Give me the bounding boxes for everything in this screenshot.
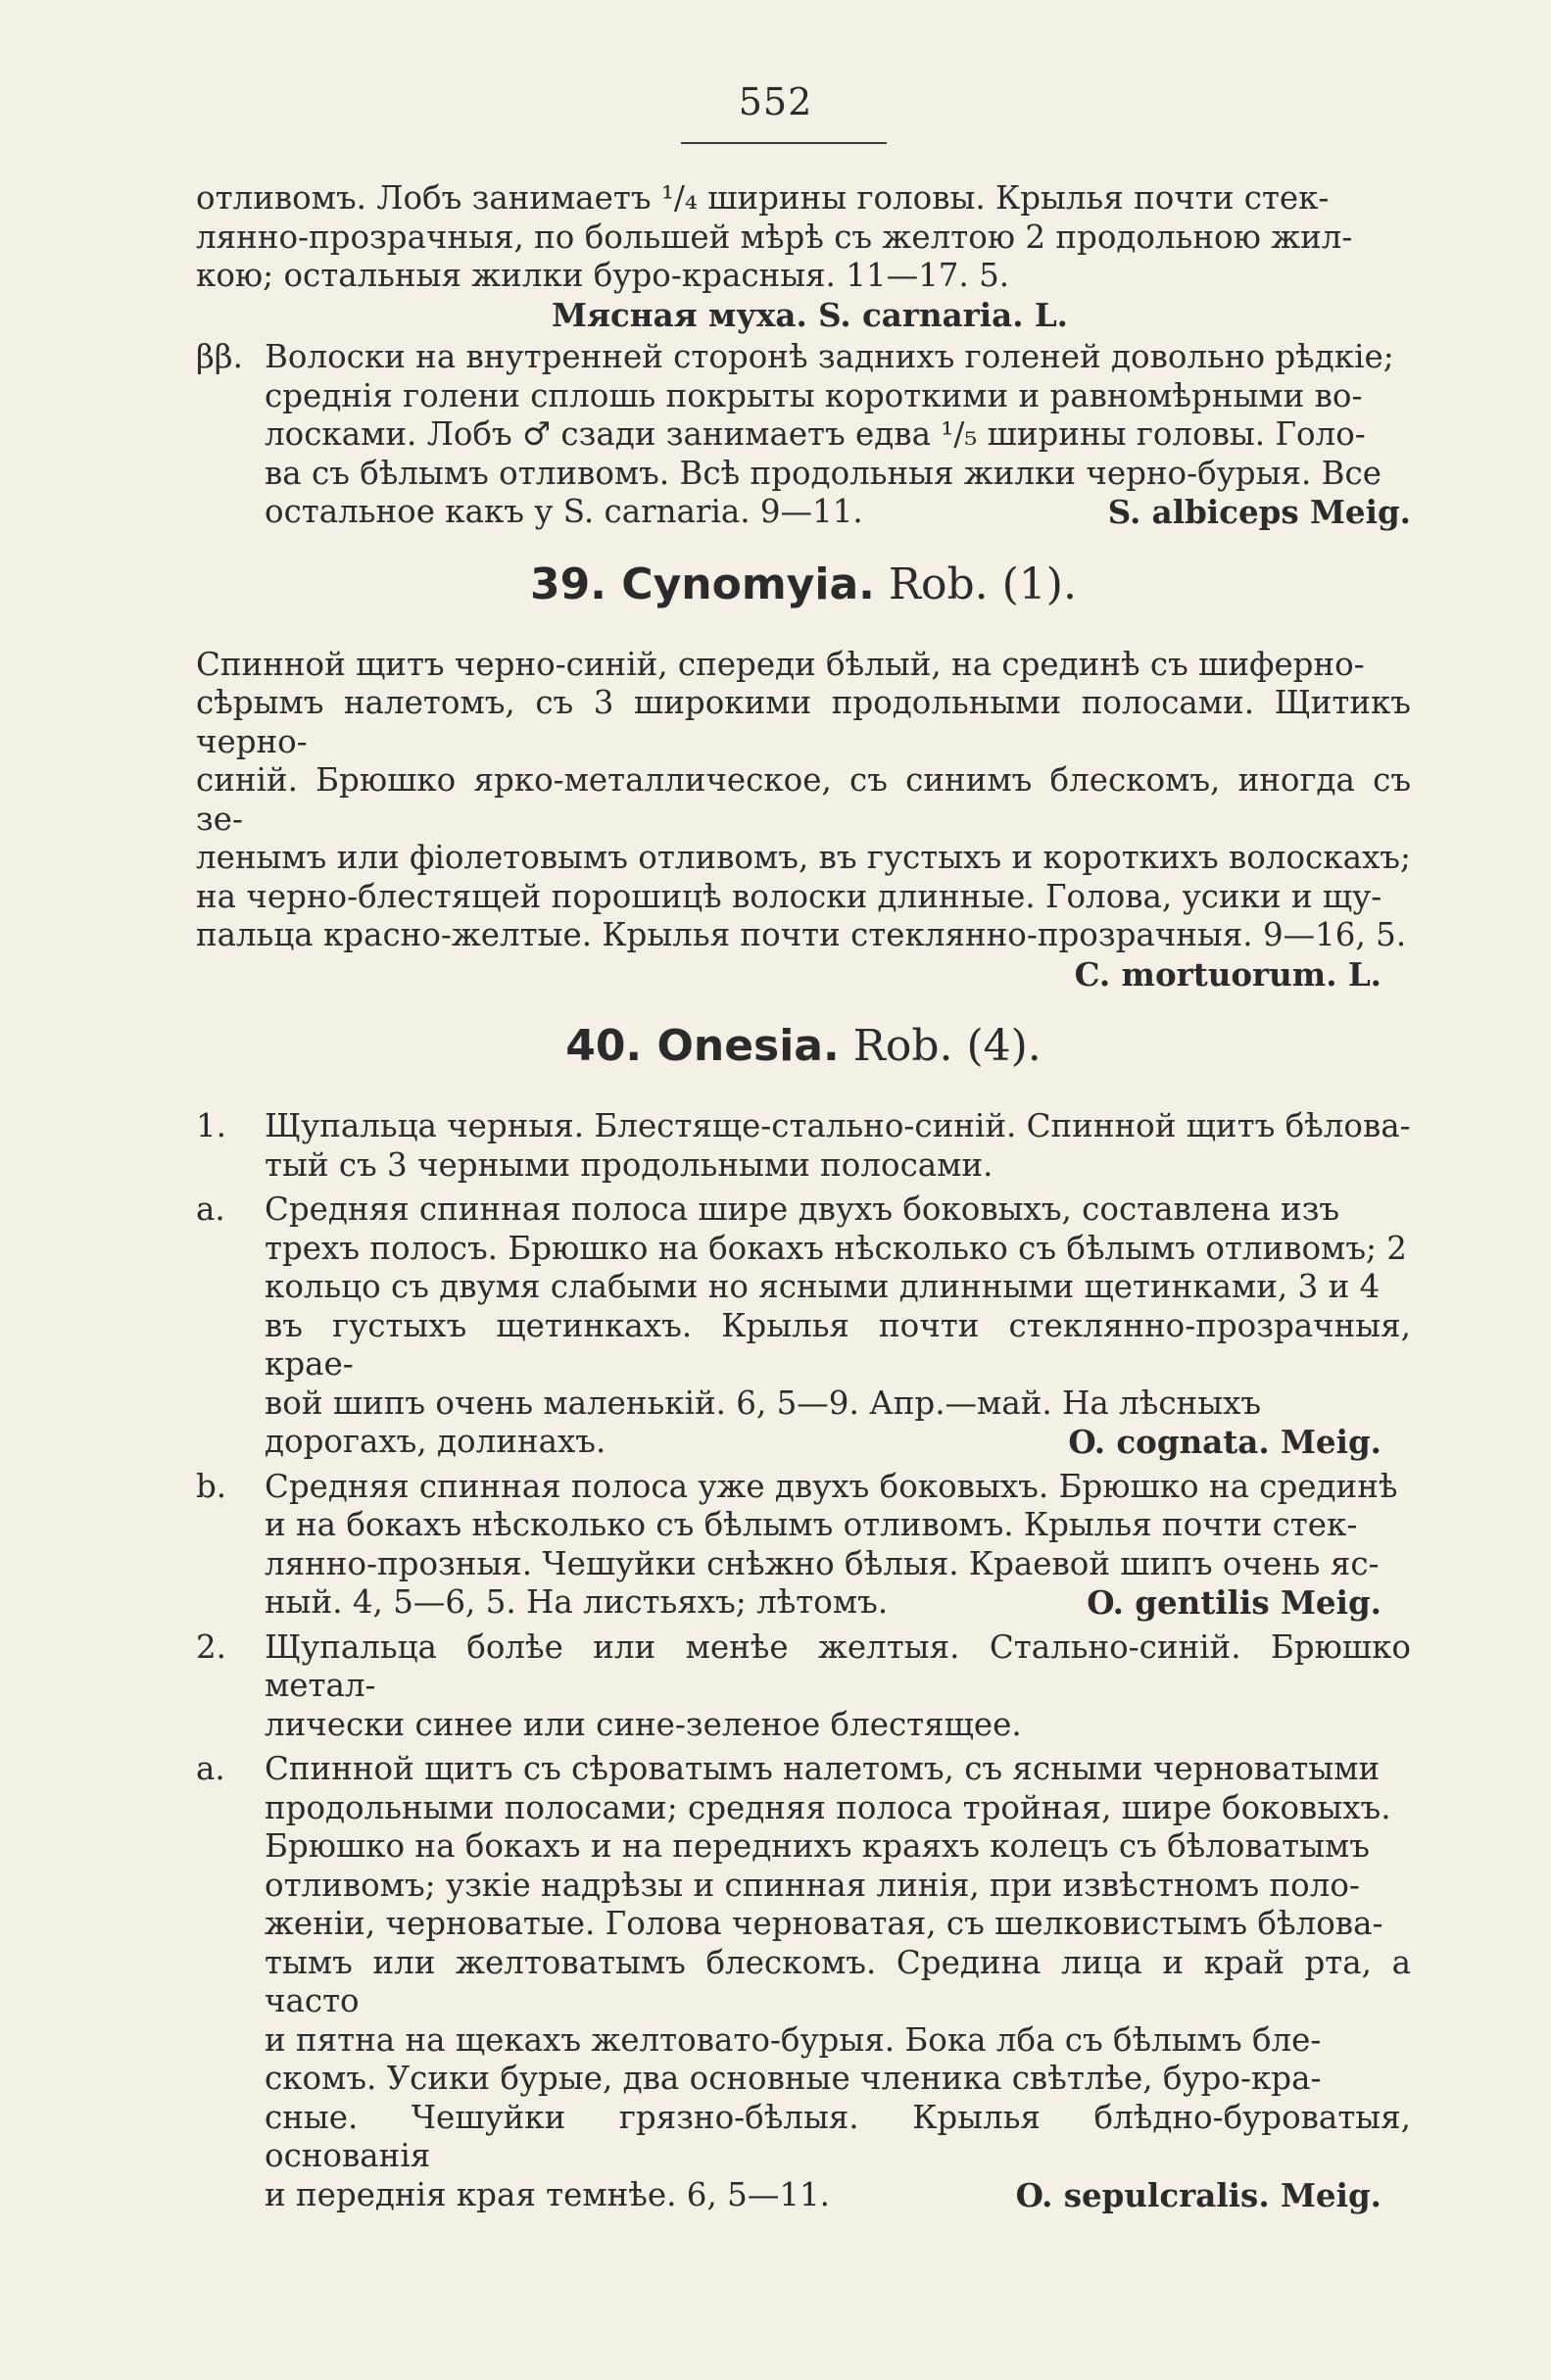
text-line: скомъ. Усики бурые, два основные членика свѣтлѣе, буро-кра- (265, 2060, 1322, 2097)
genus-name: 39. Cynomyia. (530, 559, 875, 609)
species-albiceps: S. albiceps Meig. (1107, 493, 1411, 531)
key-item-1b (196, 1468, 1411, 1623)
text-line: кольцо съ двумя слабыми но ясными длинными щетинками, 3 и 4 (265, 1268, 1381, 1305)
text-line: тымъ или желтоватымъ блескомъ. Средина лица и край рта, а часто (265, 1943, 1411, 2019)
item-marker: a. (196, 1190, 225, 1228)
item-marker: a. (196, 1750, 225, 1787)
text-line: ва съ бѣлымъ отливомъ. Всѣ продольныя жилки черно-бурыя. Все (265, 454, 1381, 492)
text-line: среднія голени сплошь покрыты короткими и равномѣрными во- (265, 376, 1363, 414)
text-line: и пятна на щекахъ желтовато-бурыя. Бока лба съ бѣлымъ бле- (265, 2020, 1322, 2059)
text-line: Средняя спинная полоса шире двухъ боковыхъ, составлена изъ (265, 1190, 1340, 1228)
text-line-part: ный. 4, 5—6, 5. На листьяхъ; лѣтомъ. (265, 1583, 889, 1621)
key-item-2a (196, 1750, 1411, 2214)
text-line: трехъ полосъ. Брюшко на бокахъ нѣсколько съ бѣлымъ отливомъ; 2 (265, 1229, 1407, 1267)
text-line: сѣрымъ налетомъ, съ 3 широкими продольными полосами. Щитикъ черно- (196, 684, 1411, 760)
text-line (265, 493, 1411, 532)
text-line (265, 1423, 1411, 1462)
couplet-marker: ββ. (196, 338, 243, 375)
couplet-bb (196, 338, 1411, 532)
text-line: Волоски на внутренней сторонѣ заднихъ голеней довольно рѣдкіе; (265, 338, 1394, 375)
text-line: женіи, черноватые. Голова черноватая, съ шелковистымъ бѣлова- (265, 1905, 1383, 1942)
key-item-2 (196, 1628, 1411, 1745)
item-marker: 2. (196, 1627, 227, 1666)
text-line: отливомъ. Лобъ занимаетъ ¹/₄ ширины головы. Крылья почти стек- (196, 179, 1330, 217)
text-line: отливомъ; узкіе надрѣзы и спинная линія, при извѣстномъ поло- (265, 1866, 1360, 1904)
species-mortuorum: C. mortuorum. L. (1074, 954, 1381, 994)
text-line (265, 1583, 1411, 1623)
text-line: тый съ 3 черными продольными полосами. (265, 1145, 994, 1184)
text-line (265, 2176, 1411, 2215)
text-line: кою; остальныя жилки буро-красныя. 11—17. 5. (196, 257, 1010, 294)
text-line: въ густыхъ щетинкахъ. Крылья почти стеклянно-прозрачныя, крае- (265, 1306, 1411, 1383)
species-cognata: O. cognata. Meig. (1068, 1423, 1381, 1461)
continued-paragraph (196, 179, 1411, 296)
genus-name: 40. Onesia. (565, 1021, 840, 1071)
text-line: пальца красно-желтые. Крылья почти стеклянно-прозрачныя. 9—16, 5. (196, 916, 1407, 953)
species-sepulcralis: O. sepulcralis. Meig. (1015, 2175, 1381, 2214)
text-line-part: и переднія края темнѣе. 6, 5—11. (265, 2175, 831, 2213)
text-line: ленымъ или фіолетовымъ отливомъ, въ густыхъ и короткихъ волоскахъ; (196, 839, 1411, 876)
species-carnaria: Мясная муха. S. carnaria. L. (552, 295, 1068, 334)
header-rule (681, 142, 887, 144)
key-item-1 (196, 1107, 1411, 1185)
text-line: вой шипъ очень маленькій. 6, 5—9. Апр.—май. На лѣсныхъ (265, 1384, 1262, 1422)
text-line: Щупальца болѣе или менѣе желтыя. Стально-синій. Брюшко метал- (265, 1627, 1411, 1704)
text-line: лянно-прозныя. Чешуйки снѣжно бѣлыя. Краевой шипъ очень яс- (265, 1544, 1380, 1582)
text-line: лосками. Лобъ ♂ сзади занимаетъ едва ¹/₅ ширины головы. Голо- (265, 415, 1366, 453)
genus-heading-40 (196, 1021, 1411, 1072)
genus-author: Rob. (1). (888, 559, 1077, 609)
text-line-part: остальное какъ у S. carnaria. 9—11. (265, 493, 863, 530)
page-number: 552 (738, 80, 813, 123)
text-line: Щупальца черныя. Блестяще-стально-синій. Спинной щитъ бѣлова- (265, 1107, 1411, 1144)
species-gentilis: O. gentilis Meig. (1087, 1583, 1381, 1622)
text-line-part: дорогахъ, долинахъ. (265, 1423, 606, 1460)
text-line: сные. Чешуйки грязно-бѣлыя. Крылья блѣдно-буроватыя, основанія (265, 2098, 1411, 2174)
key-item-1a (196, 1190, 1411, 1462)
genus-39-description (196, 646, 1411, 955)
text-line: лически синее или сине-зеленое блестящее. (265, 1705, 1022, 1743)
text-line: на черно-блестящей порошицѣ волоски длинные. Голова, усики и щу- (196, 877, 1382, 915)
text-line: Средняя спинная полоса уже двухъ боковыхъ. Брюшко на срединѣ (265, 1467, 1398, 1505)
text-line: Спинной щитъ черно-синій, спереди бѣлый, на срединѣ съ шиферно- (196, 645, 1365, 683)
text-line: лянно-прозрачныя, по большей мѣрѣ съ желтою 2 продольною жил- (196, 218, 1353, 256)
text-line: продольными полосами; средняя полоса тройная, шире боковыхъ. (265, 1788, 1391, 1826)
text-line: и на бокахъ нѣсколько съ бѣлымъ отливомъ. Крылья почти стек- (265, 1506, 1358, 1543)
text-line: Брюшко на бокахъ и на переднихъ краяхъ колецъ съ бѣловатымъ (265, 1827, 1370, 1865)
genus-author: Rob. (4). (852, 1021, 1042, 1071)
item-marker: 1. (196, 1107, 227, 1144)
text-line: Спинной щитъ съ сѣроватымъ налетомъ, съ ясными черноватыми (265, 1750, 1381, 1787)
item-marker: b. (196, 1467, 227, 1505)
text-line: синій. Брюшко ярко-металлическое, съ синимъ блескомъ, иногда съ зе- (196, 761, 1411, 838)
page-body (196, 179, 1411, 2214)
genus-heading-39 (196, 559, 1411, 610)
